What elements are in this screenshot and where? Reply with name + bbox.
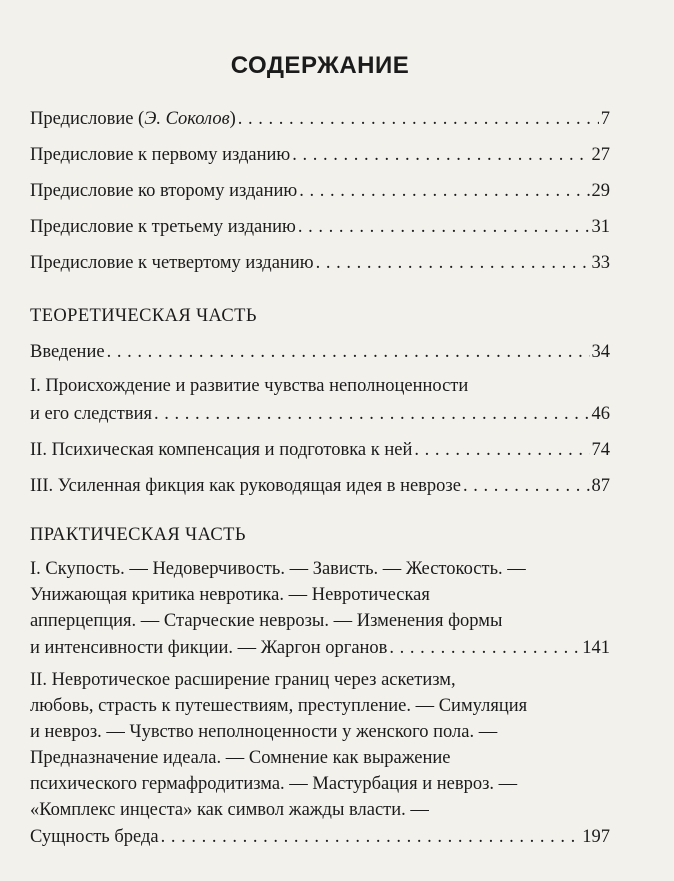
leader-dots (292, 140, 589, 171)
author-name: Э. Соколов (144, 109, 230, 129)
leader-dots (238, 104, 599, 135)
toc-page-number: 27 (591, 145, 610, 165)
leader-dots (414, 435, 589, 466)
toc-entry-line: Предназначение идеала. — Сомнение как выражение (30, 748, 451, 768)
toc-entry-preface-3[interactable] (30, 212, 610, 243)
toc-entry-line: I. Скупость. — Недоверчивость. — Зависть. — Жестокость. — (30, 559, 526, 579)
toc-entry-line: психического гермафродитизма. — Мастурбация и невроз. — (30, 774, 518, 794)
toc-entry-label: Предисловие к четвертому изданию (30, 253, 314, 273)
toc-page-number: 29 (591, 181, 610, 201)
leader-dots (299, 176, 589, 207)
toc-entry-practice-ch1[interactable] (30, 556, 610, 662)
table-of-contents (30, 104, 610, 851)
toc-page-number: 197 (582, 827, 610, 847)
toc-page-number: 74 (591, 440, 610, 460)
toc-entry-label: и интенсивности фикции. — Жаргон органов (30, 638, 388, 658)
toc-entry-label: Предисловие ко второму изданию (30, 181, 298, 201)
toc-entry-line: «Комплекс инцеста» как символ жажды власти. — (30, 800, 429, 820)
toc-entry-label: Предисловие (Э. Соколов) (30, 109, 236, 129)
toc-entry-label: II. Психическая компенсация и подготовка к ней (30, 440, 413, 460)
toc-entry-label: Предисловие к первому изданию (30, 145, 291, 165)
toc-page-number: 87 (591, 476, 610, 496)
toc-entry-line: I. Происхождение и развитие чувства неполноценности (30, 376, 469, 396)
toc-entry-last-line (30, 399, 610, 430)
toc-entry-practice-ch2[interactable] (30, 667, 610, 851)
toc-page-number: 141 (582, 638, 610, 658)
toc-entry-label: Предисловие к третьему изданию (30, 217, 296, 237)
toc-entry-line: и невроз. — Чувство неполноценности у женского пола. — (30, 722, 498, 742)
toc-entry-theory-ch1[interactable] (30, 373, 610, 430)
toc-entry-preface-4[interactable] (30, 248, 610, 279)
section-heading-theory: ТЕОРЕТИЧЕСКАЯ ЧАСТЬ (30, 306, 257, 326)
page-title: СОДЕРЖАНИЕ (230, 52, 410, 79)
leader-dots (298, 212, 590, 243)
leader-dots (161, 823, 581, 851)
toc-entry-line: Унижающая критика невротика. — Невротическая (30, 585, 430, 605)
toc-page-number: 7 (600, 109, 610, 129)
toc-entry-line: II. Невротическое расширение границ через аскетизм, (30, 670, 456, 690)
toc-page-number: 33 (591, 253, 610, 273)
toc-entry-label: Введение (30, 342, 105, 362)
toc-entry-last-line (30, 634, 610, 662)
leader-dots (107, 337, 590, 368)
toc-page-number: 34 (591, 342, 610, 362)
toc-entry-introduction[interactable] (30, 337, 610, 368)
toc-entry-theory-ch2[interactable] (30, 435, 610, 466)
toc-entry-last-line (30, 823, 610, 851)
toc-entry-preface-sokolov[interactable] (30, 104, 610, 135)
toc-page-number: 31 (591, 217, 610, 237)
toc-entry-line: любовь, страсть к путешествиям, преступление. — Симуляция (30, 696, 528, 716)
leader-dots (463, 471, 590, 502)
toc-entry-theory-ch3[interactable] (30, 471, 610, 502)
toc-entry-line: апперцепция. — Старческие неврозы. — Изменения формы (30, 611, 503, 631)
toc-entry-label: Сущность бреда (30, 827, 159, 847)
leader-dots (154, 399, 589, 430)
leader-dots (316, 248, 590, 279)
leader-dots (389, 634, 580, 662)
toc-entry-preface-2[interactable] (30, 176, 610, 207)
toc-entry-preface-1[interactable] (30, 140, 610, 171)
section-heading-practice: ПРАКТИЧЕСКАЯ ЧАСТЬ (30, 525, 246, 545)
toc-page-number: 46 (591, 404, 610, 424)
toc-entry-label: III. Усиленная фикция как руководящая идея в неврозе (30, 476, 461, 496)
toc-entry-label: и его следствия (30, 404, 153, 424)
